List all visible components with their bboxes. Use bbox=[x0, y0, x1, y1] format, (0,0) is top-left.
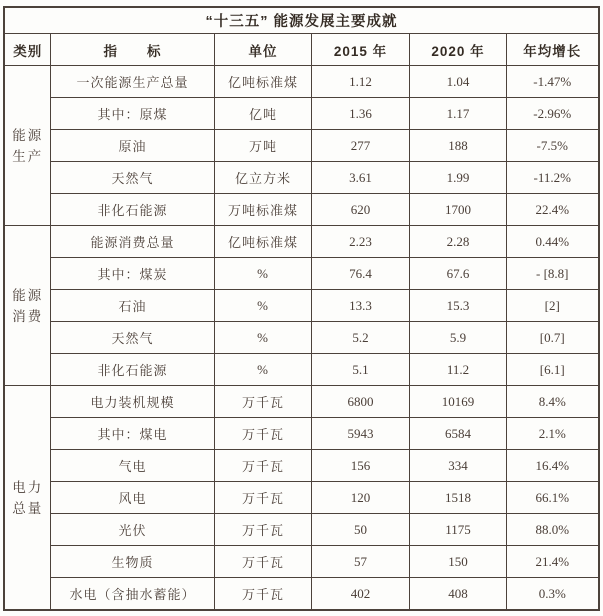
category-line: 能源 bbox=[12, 127, 44, 143]
value-2020-cell: 1.04 bbox=[409, 66, 506, 98]
column-header-row bbox=[4, 34, 598, 66]
indicator-cell: 电力装机规模 bbox=[50, 386, 214, 418]
unit-cell: % bbox=[214, 290, 311, 322]
table-row bbox=[4, 482, 598, 514]
col-header-2020: 2020 年 bbox=[409, 34, 506, 66]
value-2020-cell: 10169 bbox=[409, 386, 506, 418]
table-row bbox=[4, 98, 598, 130]
value-2015-cell: 1.36 bbox=[311, 98, 409, 130]
table-row bbox=[4, 354, 598, 386]
value-2015-cell: 1.12 bbox=[311, 66, 409, 98]
indicator-cell: 其中：煤炭 bbox=[50, 258, 214, 290]
col-header-indicator: 指 标 bbox=[50, 34, 214, 66]
category-cell bbox=[4, 226, 50, 386]
value-2020-cell: 6584 bbox=[409, 418, 506, 450]
category-cell bbox=[4, 66, 50, 226]
value-2020-cell: 15.3 bbox=[409, 290, 506, 322]
value-2020-cell: 1518 bbox=[409, 482, 506, 514]
growth-cell: -2.96% bbox=[506, 98, 598, 130]
value-2020-cell: 11.2 bbox=[409, 354, 506, 386]
value-2020-cell: 1700 bbox=[409, 194, 506, 226]
value-2015-cell: 5.1 bbox=[311, 354, 409, 386]
growth-cell: -7.5% bbox=[506, 130, 598, 162]
value-2015-cell: 3.61 bbox=[311, 162, 409, 194]
value-2015-cell: 57 bbox=[311, 546, 409, 578]
value-2020-cell: 1.17 bbox=[409, 98, 506, 130]
growth-cell: 0.3% bbox=[506, 578, 598, 611]
unit-cell: 亿立方米 bbox=[214, 162, 311, 194]
indicator-cell: 天然气 bbox=[50, 322, 214, 354]
value-2015-cell: 156 bbox=[311, 450, 409, 482]
indicator-cell: 气电 bbox=[50, 450, 214, 482]
indicator-cell: 石油 bbox=[50, 290, 214, 322]
value-2015-cell: 2.23 bbox=[311, 226, 409, 258]
value-2020-cell: 150 bbox=[409, 546, 506, 578]
table-row bbox=[4, 66, 598, 98]
growth-cell: 21.4% bbox=[506, 546, 598, 578]
growth-cell: 8.4% bbox=[506, 386, 598, 418]
growth-cell: 2.1% bbox=[506, 418, 598, 450]
unit-cell: 万吨标准煤 bbox=[214, 194, 311, 226]
indicator-cell: 能源消费总量 bbox=[50, 226, 214, 258]
table-row bbox=[4, 162, 598, 194]
category-line: 生产 bbox=[12, 148, 44, 164]
table-row bbox=[4, 258, 598, 290]
indicator-cell: 天然气 bbox=[50, 162, 214, 194]
unit-cell: 万千瓦 bbox=[214, 450, 311, 482]
col-header-unit: 单位 bbox=[214, 34, 311, 66]
unit-cell: 万千瓦 bbox=[214, 482, 311, 514]
table-row bbox=[4, 194, 598, 226]
value-2015-cell: 5.2 bbox=[311, 322, 409, 354]
unit-cell: 亿吨 bbox=[214, 98, 311, 130]
unit-cell: 万千瓦 bbox=[214, 514, 311, 546]
value-2020-cell: 1175 bbox=[409, 514, 506, 546]
value-2015-cell: 120 bbox=[311, 482, 409, 514]
indicator-cell: 其中：煤电 bbox=[50, 418, 214, 450]
value-2015-cell: 6800 bbox=[311, 386, 409, 418]
table-row bbox=[4, 578, 598, 611]
indicator-cell: 风电 bbox=[50, 482, 214, 514]
table-body bbox=[4, 66, 598, 611]
unit-cell: 亿吨标准煤 bbox=[214, 226, 311, 258]
unit-cell: 万千瓦 bbox=[214, 418, 311, 450]
growth-cell: 88.0% bbox=[506, 514, 598, 546]
value-2015-cell: 76.4 bbox=[311, 258, 409, 290]
table-row bbox=[4, 290, 598, 322]
value-2020-cell: 188 bbox=[409, 130, 506, 162]
unit-cell: 万千瓦 bbox=[214, 386, 311, 418]
value-2020-cell: 5.9 bbox=[409, 322, 506, 354]
unit-cell: 万千瓦 bbox=[214, 578, 311, 611]
indicator-cell: 光伏 bbox=[50, 514, 214, 546]
value-2020-cell: 334 bbox=[409, 450, 506, 482]
unit-cell: 亿吨标准煤 bbox=[214, 66, 311, 98]
energy-achievements-table bbox=[3, 6, 599, 611]
title-row bbox=[4, 7, 598, 34]
table-row bbox=[4, 322, 598, 354]
category-line: 电力 bbox=[12, 479, 44, 495]
category-line: 总量 bbox=[12, 500, 44, 516]
value-2020-cell: 1.99 bbox=[409, 162, 506, 194]
growth-cell: 16.4% bbox=[506, 450, 598, 482]
indicator-cell: 非化石能源 bbox=[50, 354, 214, 386]
growth-cell: 22.4% bbox=[506, 194, 598, 226]
table-title: “十三五” 能源发展主要成就 bbox=[4, 7, 598, 34]
value-2020-cell: 408 bbox=[409, 578, 506, 611]
table-row bbox=[4, 450, 598, 482]
growth-cell: [2] bbox=[506, 290, 598, 322]
table-row bbox=[4, 514, 598, 546]
unit-cell: % bbox=[214, 354, 311, 386]
value-2015-cell: 402 bbox=[311, 578, 409, 611]
value-2015-cell: 620 bbox=[311, 194, 409, 226]
value-2020-cell: 2.28 bbox=[409, 226, 506, 258]
unit-cell: % bbox=[214, 258, 311, 290]
growth-cell: -1.47% bbox=[506, 66, 598, 98]
category-cell bbox=[4, 386, 50, 611]
category-line: 能源 bbox=[12, 287, 44, 303]
indicator-cell: 生物质 bbox=[50, 546, 214, 578]
category-line: 消费 bbox=[12, 308, 44, 324]
unit-cell: 万吨 bbox=[214, 130, 311, 162]
indicator-cell: 其中：原煤 bbox=[50, 98, 214, 130]
table-row bbox=[4, 546, 598, 578]
col-header-growth: 年均增长 bbox=[506, 34, 598, 66]
value-2015-cell: 50 bbox=[311, 514, 409, 546]
growth-cell: -11.2% bbox=[506, 162, 598, 194]
growth-cell: [6.1] bbox=[506, 354, 598, 386]
indicator-cell: 水电（含抽水蓄能） bbox=[50, 578, 214, 611]
value-2015-cell: 13.3 bbox=[311, 290, 409, 322]
growth-cell: 66.1% bbox=[506, 482, 598, 514]
value-2020-cell: 67.6 bbox=[409, 258, 506, 290]
table-row bbox=[4, 226, 598, 258]
col-header-2015: 2015 年 bbox=[311, 34, 409, 66]
table-row bbox=[4, 130, 598, 162]
table-row bbox=[4, 418, 598, 450]
unit-cell: % bbox=[214, 322, 311, 354]
unit-cell: 万千瓦 bbox=[214, 546, 311, 578]
growth-cell: [0.7] bbox=[506, 322, 598, 354]
table-row bbox=[4, 386, 598, 418]
indicator-cell: 非化石能源 bbox=[50, 194, 214, 226]
growth-cell: 0.44% bbox=[506, 226, 598, 258]
growth-cell: - [8.8] bbox=[506, 258, 598, 290]
indicator-cell: 一次能源生产总量 bbox=[50, 66, 214, 98]
value-2015-cell: 5943 bbox=[311, 418, 409, 450]
col-header-category: 类别 bbox=[4, 34, 50, 66]
indicator-cell: 原油 bbox=[50, 130, 214, 162]
value-2015-cell: 277 bbox=[311, 130, 409, 162]
